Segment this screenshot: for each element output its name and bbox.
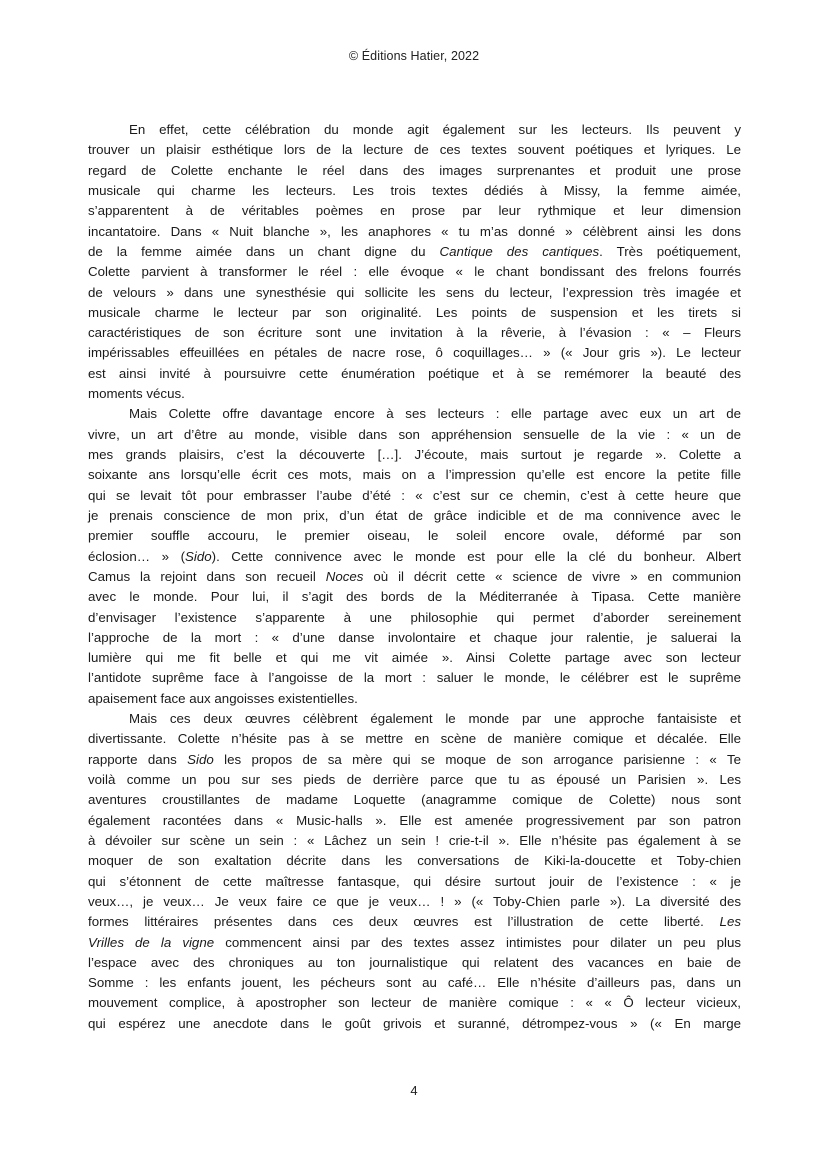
- text-line: l’espace avec des chroniques au ton journalistique qui relatent des vacances en baie de: [88, 954, 741, 970]
- text-line: impérissables effeuillées en pétales de nacre rose, ô coquillages… » (« Jour gris »). Le lecteur: [88, 345, 741, 361]
- paragraph: [88, 404, 741, 709]
- paragraph: [88, 709, 741, 1034]
- text-line: l’antidote suprême face à l’angoisse de la mort : saluer le monde, le célébrer est le suprême: [88, 670, 741, 686]
- text-line: à dévoiler sur scène un sein : « Lâchez un sein ! crie-t-il ». Elle n’hésite pas également à se: [88, 832, 741, 848]
- text-line: rapporte dans Sido les propos de sa mère qui se moque de son arrogance parisienne : « Te: [88, 751, 742, 767]
- text-line: je prenais conscience de mon prix, d’un état de grâce indicible et de ma connivence avec le: [88, 507, 741, 523]
- text-line: moquer de son exaltation décrite dans les conversations de Kiki-la-doucette et Toby-chien: [88, 853, 741, 869]
- text-line: qui s’étonnent de cette maîtresse fantasque, qui désire surtout jouir de l’existence : « je: [88, 873, 741, 889]
- text-line: également racontées dans « Music-halls ». Elle est amenée progressivement par son patron: [88, 812, 741, 828]
- text-line: avec le monde. Pour lui, il s’agit des bords de la Méditerranée à Tipasa. Cette manière: [88, 589, 741, 605]
- text-line: moments vécus.: [88, 386, 185, 402]
- italic-title: Noces: [325, 568, 364, 584]
- page-number: 4: [410, 1083, 418, 1098]
- text-line: Mais Colette offre davantage encore à ses lecteurs : elle partage avec eux un art de: [129, 406, 741, 422]
- text-line: regard de Colette enchante le réel dans des images surprenantes et produit une prose: [88, 162, 741, 178]
- text-line: Vrilles de la vigne commencent ainsi par des textes assez intimistes pour dilater un peu plus: [88, 934, 741, 950]
- text-line: incantatoire. Dans « Nuit blanche », les anaphores « tu m’as donné » célèbrent ainsi les dons: [88, 223, 741, 239]
- text-line: musicale charme le lecteur par son originalité. Les points de suspension et les tirets si: [88, 304, 741, 320]
- italic-title: Les: [719, 914, 741, 930]
- text-line: de velours » dans une synesthésie qui sollicite les sens du lecteur, l’expression très imagée et: [88, 284, 741, 300]
- text-line: divertissante. Colette n’hésite pas à se mettre en scène de manière comique et décalée. Elle: [88, 731, 741, 747]
- text-line: d’envisager l’existence s’apparente à une philosophie qui permet d’aborder sereinement: [88, 609, 741, 625]
- text-line: apaisement face aux angoisses existentielles.: [88, 690, 358, 706]
- text-line: lumière qui me fit belle et qui me vit aimée ». Ainsi Colette partage avec son lecteur: [88, 650, 741, 666]
- text-line: l’approche de la mort : « d’une danse involontaire et chaque jour ralentie, je saluerai la: [88, 629, 741, 645]
- copyright-header: © Éditions Hatier, 2022: [348, 49, 480, 63]
- text-line: Colette parvient à transformer le réel : elle évoque « le chant bondissant des frelons fourrés: [88, 264, 741, 280]
- italic-title: Cantique des cantiques: [439, 243, 600, 259]
- text-line: caractéristiques de son écriture sont une invitation à la rêverie, à l’évasion : « – Fleurs: [88, 325, 741, 341]
- text-line: qui se levait tôt pour embrasser l’aube d’été : « c’est sur ce chemin, c’est à cette heure que: [88, 487, 741, 503]
- text-line: Camus la rejoint dans son recueil Noces où il décrit cette « science de vivre » en communion: [88, 568, 741, 584]
- document-body: [88, 120, 741, 1034]
- text-line: est ainsi invité à poursuivre cette énumération poétique et à se remémorer la beauté des: [88, 365, 741, 381]
- text-line: En effet, cette célébration du monde agit également sur les lecteurs. Ils peuvent y: [129, 122, 741, 137]
- text-line: voilà comme un pou sur ses pieds de derrière parce que tu as épousé un Parisien ». Les: [88, 772, 741, 787]
- text-line: éclosion… » (Sido). Cette connivence avec le monde est pour elle la clé du bonheur. Albert: [88, 548, 741, 564]
- text-line: veux…, je veux… Je veux faire ce que je veux… ! » (« Toby-Chien parle »). La diversité des: [88, 893, 741, 909]
- text-line: trouver un plaisir esthétique lors de la lecture de ces textes souvent poétiques et lyriques. Le: [88, 142, 741, 158]
- text-line: aventures croustillantes de madame Loquette (anagramme comique de Colette) nous sont: [88, 792, 741, 808]
- italic-title: Sido: [187, 751, 214, 767]
- text-line: premier souffle accouru, le premier oiseau, le soleil encore ovale, déformé par son: [88, 528, 741, 544]
- text-line: de la femme aimée dans un chant digne du Cantique des cantiques. Très poétiquement,: [88, 243, 742, 259]
- italic-title: Vrilles de la vigne: [88, 934, 215, 950]
- text-line: musicale qui charme les lecteurs. Les trois textes dédiés à Missy, la femme aimée,: [88, 182, 741, 198]
- text-line: mes grands plaisirs, c’est la découverte […]. J’écoute, mais surtout je regarde ». Colette a: [88, 447, 741, 462]
- text-line: qui espérez une anecdote dans le goût grivois et suranné, détrompez-vous » (« En marge: [88, 1015, 741, 1031]
- text-line: formes littéraires présentes dans ces deux œuvres est l’illustration de cette liberté. Les: [88, 914, 741, 930]
- italic-title: Sido: [185, 548, 212, 564]
- text-line: soixante ans lorsqu’elle écrit ces mots, mais on a l’impression qu’elle est encore la petite fille: [88, 467, 741, 483]
- text-line: Mais ces deux œuvres célèbrent également le monde par une approche fantaisiste et: [129, 711, 741, 727]
- text-line: mouvement complice, à apostropher son lecteur de manière comique : « « Ô lecteur vicieux,: [88, 995, 741, 1011]
- paragraph: [88, 120, 741, 404]
- text-line: s’apparentent à de véritables poèmes en prose par leur rythmique et leur dimension: [88, 203, 741, 219]
- text-line: Somme : les enfants jouent, les pécheurs sont au café… Elle n’hésite d’ailleurs pas, dans un: [88, 975, 741, 991]
- text-line: vivre, un art d’être au monde, visible dans son appréhension sensuelle de la vie : « un de: [88, 426, 741, 442]
